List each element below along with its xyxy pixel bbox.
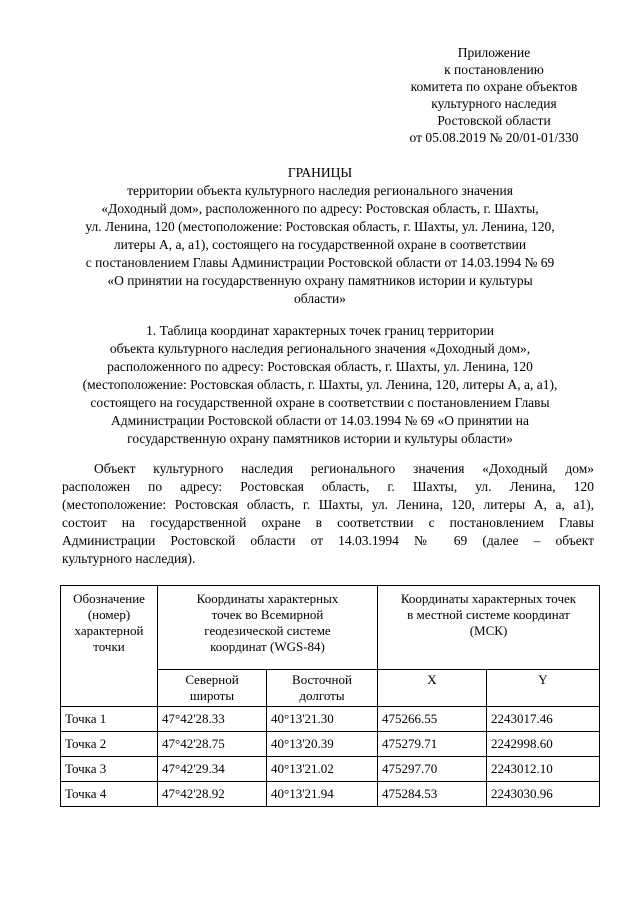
coordinates-table <box>60 585 600 807</box>
cell-point: Точка 1 <box>61 707 158 732</box>
header-y: Y <box>487 670 600 707</box>
section-line: (местоположение: Ростовская область, г. Шахты, ул. Ленина, 120, литеры А, а, а1), <box>82 377 558 392</box>
appendix-line: Ростовской области <box>437 113 551 128</box>
table-row <box>61 757 600 782</box>
paragraph-line: расположен по адресу: Ростовская область, г. Шахты, ул. Ленина, 120 <box>62 479 594 494</box>
cell-y: 2242998.60 <box>487 732 600 757</box>
cell-north: 47°42'28.75 <box>158 732 267 757</box>
cell-north: 47°42'29.34 <box>158 757 267 782</box>
heading-line: литеры А, а, а1), состоящего на государственной охране в соответствии <box>113 237 527 252</box>
cell-north: 47°42'28.33 <box>158 707 267 732</box>
section-line: объекта культурного наследия регионального значения «Доходный дом», <box>109 341 531 356</box>
heading-line: «Доходный дом», расположенного по адресу: Ростовская область, г. Шахты, <box>101 201 539 216</box>
table-row <box>61 782 600 807</box>
document-heading <box>0 164 640 308</box>
paragraph-line: Администрации Ростовской области от 14.03.1994 № 69 (далее – объект <box>62 533 594 548</box>
cell-y: 2243030.96 <box>487 782 600 807</box>
section-line: расположенного по адресу: Ростовская область, г. Шахты, ул. Ленина, 120 <box>107 359 533 374</box>
cell-east: 40°13'21.94 <box>267 782 378 807</box>
paragraph-line: Объект культурного наследия регионального значения «Доходный дом» <box>94 461 594 476</box>
cell-x: 475266.55 <box>378 707 487 732</box>
header-wgs: Координаты характерных точек во Всемирной геодезической системе координат (WGS-84) <box>158 586 378 670</box>
section-title <box>0 322 640 448</box>
cell-point: Точка 3 <box>61 757 158 782</box>
cell-point: Точка 2 <box>61 732 158 757</box>
cell-x: 475284.53 <box>378 782 487 807</box>
cell-y: 2243012.10 <box>487 757 600 782</box>
heading-line: с постановлением Главы Администрации Ростовской области от 14.03.1994 № 69 <box>85 255 555 270</box>
cell-north: 47°42'28.92 <box>158 782 267 807</box>
heading-line: ул. Ленина, 120 (местоположение: Ростовская область, г. Шахты, ул. Ленина, 120, <box>85 219 555 234</box>
document-title: ГРАНИЦЫ <box>287 165 353 180</box>
appendix-block <box>360 44 628 146</box>
header-designation: Обозначение (номер) характерной точки <box>61 586 158 707</box>
appendix-line: к постановлению <box>444 62 544 77</box>
section-line: состоящего на государственной охране в соответствии с постановлением Главы <box>90 395 550 410</box>
header-east: Восточной долготы <box>267 670 378 707</box>
cell-x: 475297.70 <box>378 757 487 782</box>
heading-line: области» <box>294 291 346 306</box>
cell-y: 2243017.46 <box>487 707 600 732</box>
header-x: X <box>378 670 487 707</box>
cell-x: 475279.71 <box>378 732 487 757</box>
heading-line: территории объекта культурного наследия регионального значения <box>127 183 513 198</box>
cell-point: Точка 4 <box>61 782 158 807</box>
section-line: Администрации Ростовской области от 14.03.1994 № 69 «О принятии на <box>111 413 529 428</box>
appendix-line: культурного наследия <box>431 96 557 111</box>
header-msk: Координаты характерных точек в местной системе координат (МСК) <box>378 586 600 670</box>
heading-line: «О принятии на государственную охрану памятников истории и культуры <box>107 273 533 288</box>
appendix-line: Приложение <box>457 45 531 60</box>
appendix-line: комитета по охране объектов <box>410 79 578 94</box>
paragraph-line: состоит на государственной охране в соответствии с постановлением Главы <box>62 515 594 530</box>
table-row <box>61 707 600 732</box>
table-row <box>61 732 600 757</box>
cell-east: 40°13'20.39 <box>267 732 378 757</box>
paragraph-line: культурного наследия). <box>62 551 196 566</box>
section-line: государственную охрану памятников истории и культуры области» <box>127 431 513 446</box>
table-header-row <box>61 586 600 670</box>
cell-east: 40°13'21.30 <box>267 707 378 732</box>
header-north: Северной широты <box>158 670 267 707</box>
paragraph-line: (местоположение: Ростовская область, г. Шахты, ул. Ленина, 120, литеры А, а, а1), <box>62 497 594 512</box>
body-paragraph <box>62 460 594 568</box>
section-line: 1. Таблица координат характерных точек границ территории <box>146 323 494 338</box>
appendix-line: от 05.08.2019 № 20/01-01/330 <box>409 130 579 145</box>
cell-east: 40°13'21.02 <box>267 757 378 782</box>
